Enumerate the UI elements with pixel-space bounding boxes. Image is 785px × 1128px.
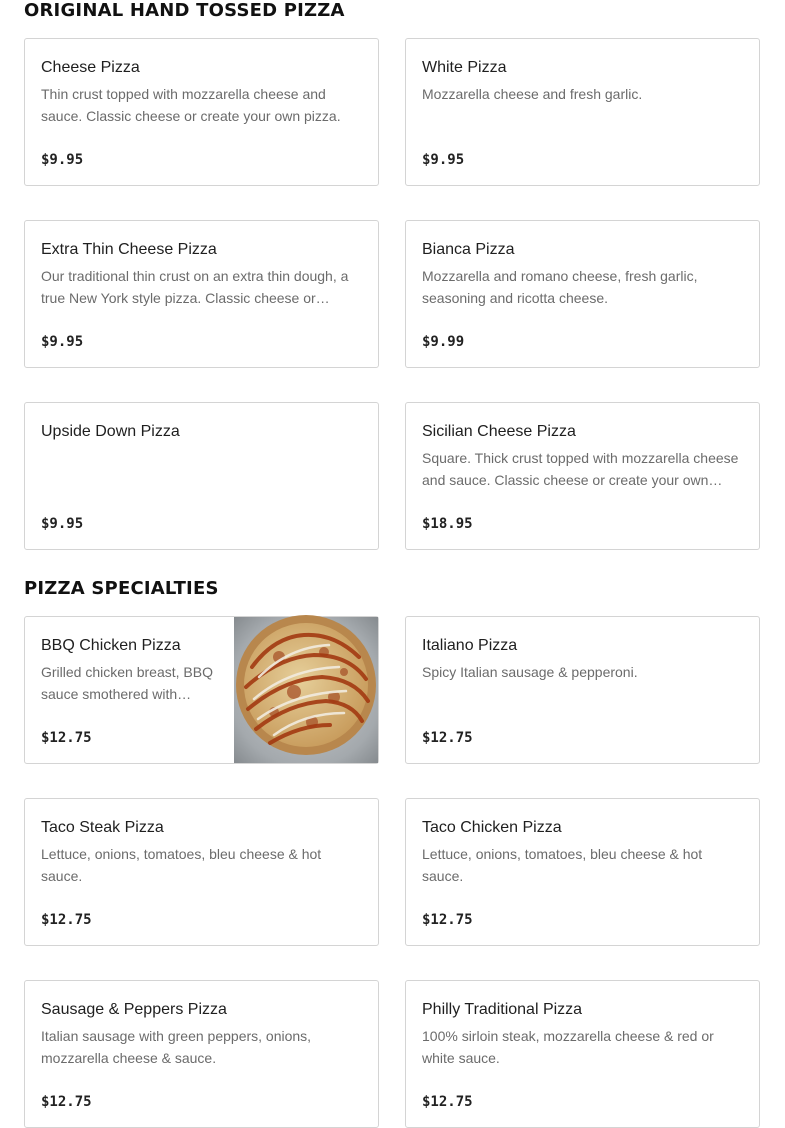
item-price: $12.75	[422, 730, 473, 746]
bbq-chicken-pizza-photo	[234, 617, 378, 763]
item-description: Our traditional thin crust on an extra thin dough, a true New York style pizza. Classic cheese or…	[41, 268, 349, 306]
item-price: $9.99	[422, 334, 465, 350]
item-description: Thin crust topped with mozzarella cheese and sauce. Classic cheese or create your own pizza.	[41, 86, 341, 124]
item-name: Upside Down Pizza	[41, 423, 180, 440]
item-price: $12.75	[41, 730, 92, 746]
menu-item-white-pizza[interactable]	[405, 38, 760, 186]
item-name: Sausage & Peppers Pizza	[41, 1001, 227, 1018]
menu-item-sausage-peppers-pizza[interactable]	[24, 980, 379, 1128]
menu-item-extra-thin-cheese-pizza[interactable]	[24, 220, 379, 368]
item-name: Cheese Pizza	[41, 59, 140, 76]
item-description: Mozzarella cheese and fresh garlic.	[422, 86, 643, 102]
item-description: Lettuce, onions, tomatoes, bleu cheese & hot sauce.	[41, 846, 322, 884]
menu-item-philly-traditional-pizza[interactable]	[405, 980, 760, 1128]
item-description: 100% sirloin steak, mozzarella cheese & red or white sauce.	[422, 1028, 714, 1066]
item-price: $9.95	[422, 152, 465, 168]
item-name: Extra Thin Cheese Pizza	[41, 241, 217, 258]
menu-item-bbq-chicken-pizza[interactable]	[24, 616, 379, 764]
item-price: $12.75	[422, 912, 473, 928]
item-description: Spicy Italian sausage & pepperoni.	[422, 664, 638, 680]
menu-item-upside-down-pizza[interactable]	[24, 402, 379, 550]
item-name: BBQ Chicken Pizza	[41, 637, 181, 654]
item-name: White Pizza	[422, 59, 507, 76]
item-description: Mozzarella and romano cheese, fresh garlic, seasoning and ricotta cheese.	[422, 268, 698, 306]
item-price: $9.95	[41, 152, 84, 168]
item-description: Grilled chicken breast, BBQ sauce smothered with…	[41, 664, 213, 702]
item-name: Taco Chicken Pizza	[422, 819, 562, 836]
item-price: $9.95	[41, 516, 84, 532]
item-name: Bianca Pizza	[422, 241, 515, 258]
item-name: Philly Traditional Pizza	[422, 1001, 583, 1018]
section-title-pizza-specialties: PIZZA SPECIALTIES	[24, 578, 219, 599]
item-price: $18.95	[422, 516, 473, 532]
item-description: Italian sausage with green peppers, onions, mozzarella cheese & sauce.	[41, 1028, 312, 1066]
menu-item-taco-chicken-pizza[interactable]	[405, 798, 760, 946]
item-price: $12.75	[422, 1094, 473, 1110]
section-title-original-hand-tossed: ORIGINAL HAND TOSSED PIZZA	[24, 0, 345, 21]
item-price: $9.95	[41, 334, 84, 350]
menu-item-taco-steak-pizza[interactable]	[24, 798, 379, 946]
menu-item-bianca-pizza[interactable]	[405, 220, 760, 368]
item-price: $12.75	[41, 912, 92, 928]
menu-item-sicilian-cheese-pizza[interactable]	[405, 402, 760, 550]
item-price: $12.75	[41, 1094, 92, 1110]
menu-item-cheese-pizza[interactable]	[24, 38, 379, 186]
item-name: Taco Steak Pizza	[41, 819, 164, 836]
item-name: Sicilian Cheese Pizza	[422, 423, 576, 440]
item-name: Italiano Pizza	[422, 637, 518, 654]
item-description: Lettuce, onions, tomatoes, bleu cheese & hot sauce.	[422, 846, 703, 884]
item-description: Square. Thick crust topped with mozzarella cheese and sauce. Classic cheese or create your own…	[422, 450, 739, 488]
menu-item-italiano-pizza[interactable]	[405, 616, 760, 764]
